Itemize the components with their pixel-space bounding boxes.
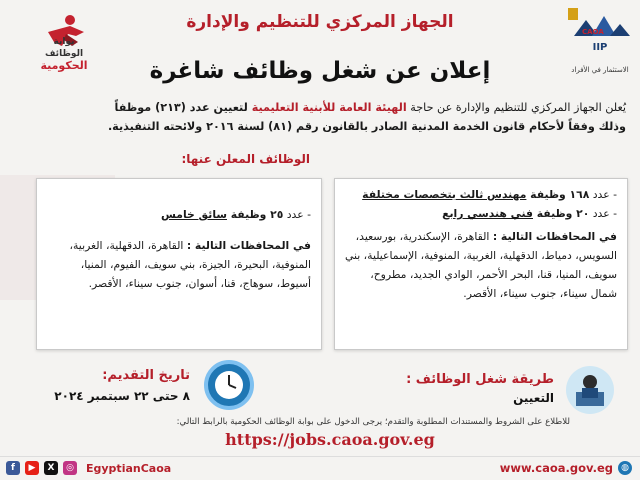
website-link[interactable] <box>500 461 632 475</box>
facebook-icon[interactable]: f <box>6 461 20 475</box>
jobs-box-drivers <box>36 178 322 350</box>
jobs-portal-logo <box>18 12 110 82</box>
fill-method-value: التعيين <box>513 391 554 405</box>
fill-method-block <box>406 372 554 405</box>
instagram-icon[interactable]: ◎ <box>63 461 77 475</box>
job-count: ٢٥ <box>270 208 284 221</box>
x-icon[interactable]: X <box>44 461 58 475</box>
job-prefix: - عدد <box>283 208 311 221</box>
youtube-icon[interactable]: ▶ <box>25 461 39 475</box>
governorates-label: في المحافظات التالية : <box>492 230 617 243</box>
jobs-portal-link[interactable]: https://jobs.caoa.gov.eg <box>225 430 435 449</box>
job-word: وظيفة <box>533 207 577 220</box>
svg-text:IIP: IIP <box>592 42 608 53</box>
job-item-technician <box>345 204 617 223</box>
job-title: سائق خامس <box>161 208 227 221</box>
apply-date-value: ٨ حتى ٢٢ سبتمبر ٢٠٢٤ <box>54 389 190 403</box>
jobs-box-engineers <box>334 178 628 350</box>
job-prefix: - عدد <box>589 207 617 220</box>
social-links <box>6 461 171 475</box>
intro-paragraph <box>14 98 626 136</box>
job-count: ١٦٨ <box>569 188 590 201</box>
caoa-caption: الاستثمار في الأفراد <box>571 66 629 74</box>
social-handle[interactable]: EgyptianCaoa <box>86 461 172 475</box>
intro-text-b: لتعيين عدد (٢١٣) موظفاً <box>114 101 252 114</box>
job-item-engineer <box>345 185 617 204</box>
footer <box>0 456 640 479</box>
caoa-brand: CAOA <box>582 28 604 36</box>
governorates-list <box>345 227 617 303</box>
intro-law-line: وذلك وفقاً لأحكام قانون الخدمة المدنية الصادر بالقانون رقم (٨١) لسنة ٢٠١٦ ولائحته التنفيذية. <box>107 120 626 133</box>
logo-line-1: بوابة <box>53 37 75 47</box>
job-word: وظيفة <box>526 188 570 201</box>
intro-text-a: يُعلن الجهاز المركزي للتنظيم والإدارة عن حاجة <box>406 101 626 114</box>
logo-line-3: الحكومية <box>40 59 88 72</box>
link-instructions: للاطلاع على الشروط والمستندات المطلوبة والتقدم؛ يرجى الدخول على بوابة الوظائف الحكومية بالرابط التالي: <box>176 417 570 427</box>
apply-date-label: تاريخ التقديم: <box>102 368 190 383</box>
job-title: فني هندسي رابع <box>442 207 533 220</box>
job-word: وظيفة <box>227 208 271 221</box>
governorates-list <box>47 236 311 293</box>
jobs-heading: الوظائف المعلن عنها: <box>181 152 310 166</box>
page-title: إعلان عن شغل وظائف شاغرة <box>149 58 491 84</box>
clock-icon <box>204 360 254 410</box>
governorates-values: القاهرة، الإسكندرية، بورسعيد، السويس، دمياط، الدقهلية، الغربية، المنوفية، الإسماعيلية، بني سويف، المنيا، قنا، البحر الأحمر، الوادي الجديد، مطروح، شمال سيناء، جنوب سيناء، الأقصر. <box>344 230 617 300</box>
apply-date-block <box>54 368 190 403</box>
globe-icon: ◍ <box>618 461 632 475</box>
job-prefix: - عدد <box>589 188 617 201</box>
job-count: ٢٠ <box>576 207 590 220</box>
website-url[interactable]: www.caoa.gov.eg <box>499 461 613 475</box>
worker-icon <box>566 366 614 414</box>
logo-line-2: الوظائف <box>44 49 84 59</box>
fill-method-label: طريقة شغل الوظائف : <box>406 372 554 387</box>
agency-name: الجهاز المركزي للتنظيم والإدارة <box>186 12 454 32</box>
authority-name: الهيئة العامة للأبنية التعليمية <box>251 101 407 114</box>
job-item-driver <box>47 205 311 224</box>
job-title: مهندس ثالث بتخصصات مختلفة <box>362 188 527 201</box>
governorates-label: في المحافظات التالية : <box>186 239 311 252</box>
governorates-values: القاهرة، الدقهلية، الغربية، المنوفية، البحيرة، الجيزة، بني سويف، الفيوم، المنيا، أسيوط، سوهاج، قنا، أسوان، جنوب سيناء، الأقصر. <box>69 239 311 290</box>
caoa-logo <box>566 6 634 84</box>
